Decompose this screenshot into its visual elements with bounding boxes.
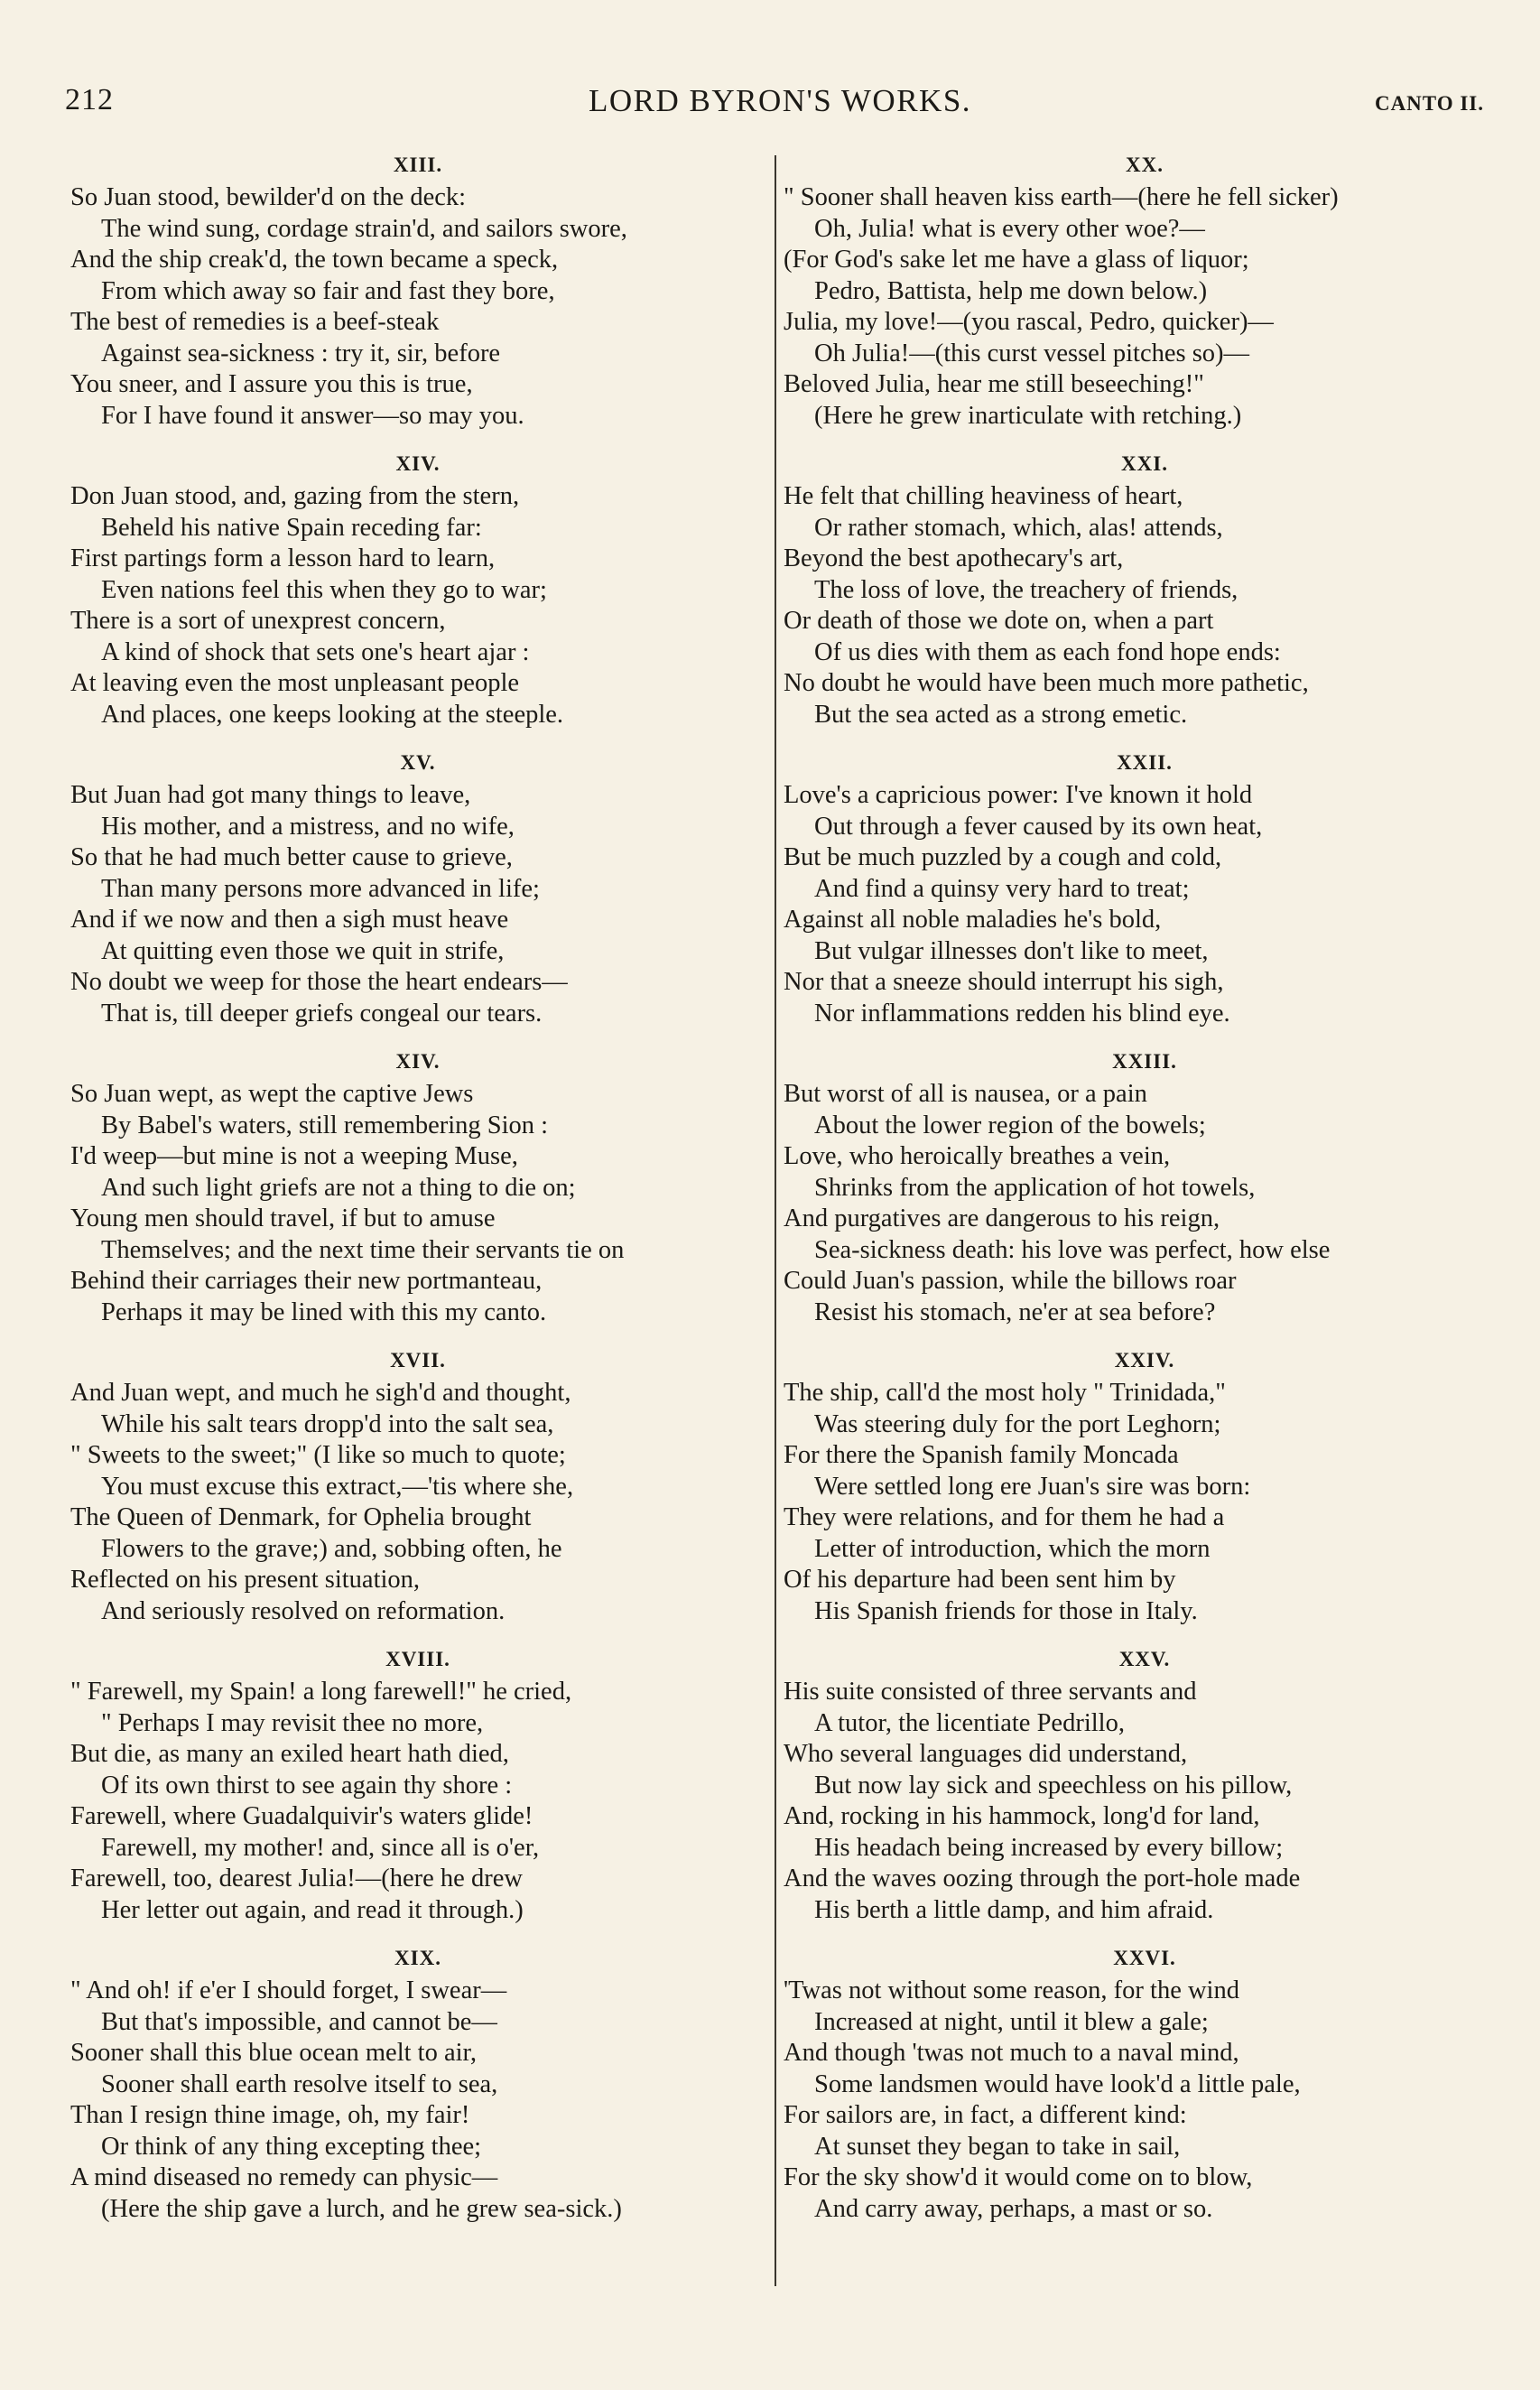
verse-line: Some landsmen would have look'd a little pale, (814, 2069, 1301, 2098)
verse-line: And if we now and then a sigh must heave (70, 906, 509, 934)
verse-line: (For God's sake let me have a glass of liquor; (784, 246, 1249, 274)
stanza (784, 152, 1506, 432)
verse-line: Shrinks from the application of hot towels, (814, 1173, 1256, 1202)
verse-line: Pedro, Battista, help me down below.) (814, 276, 1208, 305)
verse-line: Nor that a sneeze should interrupt his sigh, (784, 968, 1224, 996)
verse-line: " Farewell, my Spain! a long farewell!" he cried, (70, 1678, 572, 1706)
verse-line: Oh Julia!—(this curst vessel pitches so)— (814, 339, 1250, 367)
stanza (784, 1646, 1506, 1926)
verse-line: The best of remedies is a beef-steak (70, 308, 440, 336)
verse-line: Who several languages did understand, (784, 1740, 1188, 1768)
stanza-number: XXV. (1118, 1648, 1171, 1670)
verse-line: And find a quinsy very hard to treat; (814, 874, 1190, 903)
stanza-number: XVIII. (385, 1648, 450, 1670)
verse-line: Resist his stomach, ne'er at sea before? (814, 1297, 1216, 1326)
verse-line: No doubt we weep for those the heart endears— (70, 968, 568, 996)
running-title: LORD BYRON'S WORKS. (588, 83, 972, 118)
verse-line: Julia, my love!—(you rascal, Pedro, quicker)— (784, 308, 1274, 336)
stanza-number: XX. (1126, 153, 1164, 176)
verse-line: His headach being increased by every billow; (814, 1833, 1284, 1862)
verse-line: And seriously resolved on reformation. (101, 1596, 506, 1625)
verse-line: A tutor, the licentiate Pedrillo, (814, 1708, 1125, 1737)
verse-line: For I have found it answer—so may you. (101, 401, 524, 430)
stanza (70, 1048, 765, 1328)
verse-line: A kind of shock that sets one's heart ajar : (101, 637, 530, 666)
verse-line: But worst of all is nausea, or a pain (784, 1080, 1147, 1108)
stanza (784, 451, 1506, 730)
stanza-number: XIV. (395, 452, 441, 475)
verse-line: Or death of those we dote on, when a part (784, 607, 1214, 635)
verse-line: Perhaps it may be lined with this my canto. (101, 1297, 547, 1326)
verse-line: At leaving even the most unpleasant people (70, 669, 520, 697)
verse-line: His berth a little damp, and him afraid. (814, 1895, 1214, 1924)
verse-line: Don Juan stood, and, gazing from the stern, (70, 482, 520, 510)
verse-line: So Juan wept, as wept the captive Jews (70, 1080, 474, 1108)
stanza-number: XXIV. (1114, 1349, 1175, 1372)
verse-line: Than I resign thine image, oh, my fair! (70, 2101, 470, 2129)
stanza (70, 1646, 765, 1926)
verse-line: By Babel's waters, still remembering Sion : (101, 1111, 549, 1139)
verse-line: At sunset they began to take in sail, (814, 2132, 1181, 2161)
verse-line: " Perhaps I may revisit thee no more, (101, 1708, 484, 1737)
verse-line: His mother, and a mistress, and no wife, (101, 812, 515, 841)
verse-line: Nor inflammations redden his blind eye. (814, 999, 1230, 1028)
stanza-number: XIV. (395, 1050, 441, 1073)
verse-line: I'd weep—but mine is not a weeping Muse, (70, 1142, 518, 1170)
verse-line: So that he had much better cause to grieve, (70, 843, 513, 871)
stanza (70, 749, 765, 1029)
verse-line: Oh, Julia! what is every other woe?— (814, 214, 1205, 243)
canto-label: CANTO II. (1374, 92, 1484, 115)
verse-line: But Juan had got many things to leave, (70, 781, 471, 809)
column-divider (775, 155, 776, 2286)
verse-line: Could Juan's passion, while the billows roar (784, 1267, 1237, 1295)
verse-line: You sneer, and I assure you this is true, (70, 370, 473, 398)
verse-line: The ship, call'd the most holy " Trinidada," (784, 1379, 1226, 1407)
stanza (784, 1347, 1506, 1627)
verse-line: Even nations feel this when they go to war; (101, 575, 547, 604)
verse-line: First partings form a lesson hard to learn, (70, 544, 496, 572)
verse-line: But that's impossible, and cannot be— (101, 2007, 497, 2036)
verse-line: Flowers to the grave;) and, sobbing often, he (101, 1534, 562, 1563)
verse-line: Sooner shall earth resolve itself to sea, (101, 2069, 498, 2098)
left-column (70, 152, 765, 2244)
verse-line: A mind diseased no remedy can physic— (70, 2163, 498, 2191)
verse-line: And such light griefs are not a thing to die on; (101, 1173, 576, 1202)
verse-line: Young men should travel, if but to amuse (70, 1204, 496, 1232)
verse-line: " Sooner shall heaven kiss earth—(here he fell sicker) (784, 183, 1339, 211)
verse-line: Farewell, where Guadalquivir's waters glide! (70, 1802, 533, 1830)
verse-line: Or rather stomach, which, alas! attends, (814, 513, 1223, 542)
stanza-number: XXI. (1121, 452, 1168, 475)
verse-line: Against all noble maladies he's bold, (784, 906, 1162, 934)
stanza (784, 1945, 1506, 2225)
verse-line: But the sea acted as a strong emetic. (814, 700, 1188, 729)
verse-line: While his salt tears dropp'd into the salt sea, (101, 1409, 554, 1438)
verse-line: Sea-sickness death: his love was perfect, how else (814, 1235, 1331, 1264)
verse-line: Letter of introduction, which the morn (814, 1534, 1211, 1563)
verse-line: The wind sung, cordage strain'd, and sailors swore, (101, 214, 627, 243)
verse-line: And the ship creak'd, the town became a speck, (70, 246, 559, 274)
verse-line: And places, one keeps looking at the steeple. (101, 700, 564, 729)
verse-line: Of us dies with them as each fond hope ends: (814, 637, 1281, 666)
verse-line: Love, who heroically breathes a vein, (784, 1142, 1171, 1170)
verse-line: Against sea-sickness : try it, sir, before (101, 339, 501, 367)
verse-line: The loss of love, the treachery of friends, (814, 575, 1238, 604)
verse-line: (Here he grew inarticulate with retching.) (814, 401, 1242, 430)
right-column (784, 152, 1506, 2244)
verse-line: But vulgar illnesses don't like to meet, (814, 936, 1209, 965)
verse-line: There is a sort of unexprest concern, (70, 607, 446, 635)
verse-line: " And oh! if e'er I should forget, I swear— (70, 1976, 507, 2004)
stanza-number: XIX. (394, 1947, 441, 1969)
verse-line: 'Twas not without some reason, for the wind (784, 1976, 1239, 2004)
verse-line: For the sky show'd it would come on to blow, (784, 2163, 1253, 2191)
verse-line: And Juan wept, and much he sigh'd and thought, (70, 1379, 571, 1407)
verse-line: At quitting even those we quit in strife, (101, 936, 505, 965)
verse-line: For sailors are, in fact, a different kind: (784, 2101, 1187, 2129)
verse-line: But be much puzzled by a cough and cold, (784, 843, 1222, 871)
verse-line: Themselves; and the next time their servants tie on (101, 1235, 625, 1264)
verse-line: But now lay sick and speechless on his pillow, (814, 1771, 1293, 1799)
verse-line: So Juan stood, bewilder'd on the deck: (70, 183, 467, 211)
verse-line: About the lower region of the bowels; (814, 1111, 1206, 1139)
verse-line: From which away so fair and fast they bore, (101, 276, 555, 305)
stanza (784, 1048, 1506, 1328)
running-header (65, 83, 1495, 128)
verse-line: And purgatives are dangerous to his reign, (784, 1204, 1220, 1232)
verse-line: Beheld his native Spain receding far: (101, 513, 482, 542)
verse-line: Or think of any thing excepting thee; (101, 2132, 482, 2161)
verse-line: For there the Spanish family Moncada (784, 1441, 1179, 1469)
stanza-number: XXII. (1117, 751, 1173, 774)
stanza-number: XV. (400, 751, 436, 774)
verse-line: Farewell, my mother! and, since all is o'er, (101, 1833, 540, 1862)
verse-line: Than many persons more advanced in life; (101, 874, 540, 903)
verse-line: That is, till deeper griefs congeal our tears. (101, 999, 543, 1028)
verse-line: But die, as many an exiled heart hath died, (70, 1740, 509, 1768)
verse-line: Beloved Julia, hear me still beseeching!" (784, 370, 1204, 398)
verse-line: His Spanish friends for those in Italy. (814, 1596, 1198, 1625)
verse-line: And, rocking in his hammock, long'd for land, (784, 1802, 1260, 1830)
verse-line: You must excuse this extract,—'tis where she, (101, 1472, 574, 1501)
verse-line: His suite consisted of three servants and (784, 1678, 1197, 1706)
verse-line: Of his departure had been sent him by (784, 1566, 1176, 1594)
verse-line: Out through a fever caused by its own heat, (814, 812, 1263, 841)
stanza-number: XXIII. (1112, 1050, 1177, 1073)
verse-line: And though 'twas not much to a naval mind, (784, 2039, 1239, 2067)
stanza-number: XVII. (390, 1349, 446, 1372)
verse-line: And the waves oozing through the port-hole made (784, 1865, 1301, 1892)
stanza (70, 152, 765, 432)
page-number: 212 (65, 83, 114, 116)
verse-line: Was steering duly for the port Leghorn; (814, 1409, 1221, 1438)
verse-line: No doubt he would have been much more pathetic, (784, 669, 1309, 697)
verse-line: The Queen of Denmark, for Ophelia brought (70, 1503, 532, 1531)
verse-line: " Sweets to the sweet;" (I like so much to quote; (70, 1441, 566, 1469)
verse-line: Farewell, too, dearest Julia!—(here he drew (70, 1865, 523, 1892)
verse-line: Her letter out again, and read it through.) (101, 1895, 524, 1924)
verse-line: Reflected on his present situation, (70, 1566, 421, 1594)
verse-line: And carry away, perhaps, a mast or so. (814, 2194, 1213, 2223)
verse-line: Were settled long ere Juan's sire was born: (814, 1472, 1251, 1501)
stanza (70, 1347, 765, 1627)
verse-line: Of its own thirst to see again thy shore : (101, 1771, 513, 1799)
stanza-number: XIII. (393, 153, 443, 176)
stanza (784, 749, 1506, 1029)
verse-line: Increased at night, until it blew a gale; (814, 2007, 1209, 2036)
verse-line: Beyond the best apothecary's art, (784, 544, 1124, 572)
verse-line: Behind their carriages their new portmanteau, (70, 1267, 543, 1295)
verse-line: They were relations, and for them he had a (784, 1503, 1225, 1531)
verse-line: (Here the ship gave a lurch, and he grew sea-sick.) (101, 2194, 622, 2223)
verse-line: Sooner shall this blue ocean melt to air, (70, 2039, 478, 2067)
stanza (70, 1945, 765, 2225)
stanza-number: XXVI. (1113, 1947, 1176, 1969)
verse-line: Love's a capricious power: I've known it hold (784, 781, 1253, 809)
stanza (70, 451, 765, 730)
verse-line: He felt that chilling heaviness of heart, (784, 482, 1183, 510)
